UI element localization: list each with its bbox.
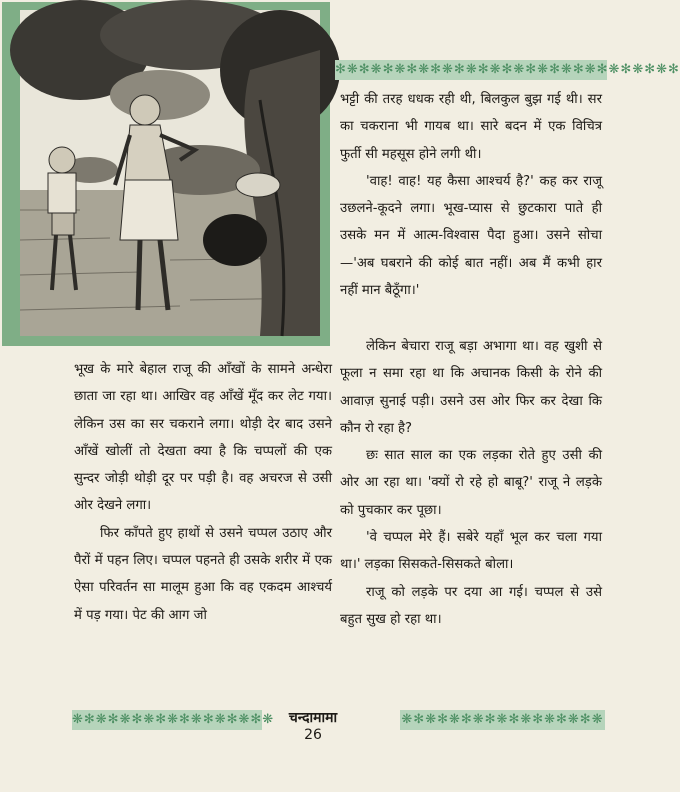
left-column (74, 356, 332, 629)
page-number: 26 (304, 727, 322, 743)
header-ornament: ✻❋✻❋✻❋✻❋✻❋✻❋✻❋✻❋✻❋✻❋✻❋✻❋✻❋✻❋✻ (335, 60, 607, 80)
right-column-lower (340, 333, 602, 633)
paragraph: राजू को लड़के पर दया आ गई। चप्पल से उसे बहुत सुख हो रहा था। (340, 584, 602, 627)
right-column-upper (340, 86, 602, 304)
paragraph: छः सात साल का एक लड़का रोते हुए उसी की ओर आ रहा था। 'क्यों रो रहे हो बाबू?' राजू ने लड़के को पुचकार कर पूछा। (340, 448, 602, 518)
paragraph: 'वाह! वाह! यह कैसा आश्चर्य है?' कह कर राजू उछलने-कूदने लगा। भूख-प्यास से छुटकारा पाते ही उसके मन में आत्म-विश्वास पैदा हुआ। उसने सोचा—'अब घबराने की कोई बात नहीं। अब मैं कभी हार नहीं मान बैठूँगा।' (340, 173, 602, 299)
magazine-title: चन्दामामा (288, 710, 338, 726)
footer-ornament-left: ❋✻❋✻❋✻❋✻❋✻❋✻❋✻❋✻❋ (72, 710, 262, 730)
illustration-frame (2, 2, 330, 346)
paragraph: भूख के मारे बेहाल राजू की आँखों के सामने अन्धेरा छाता जा रहा था। आखिर वह आँखें मूँद कर लेट गया। लेकिन उस का सर चकराने लगा। थोड़ी देर बाद उसने आँखें खोलीं तो देखता क्या है कि चप्पलों की एक सुन्दर जोड़ी थोड़ी दूर पर पड़ी है। वह अचरज से उसी ओर देखने लगा। (74, 362, 332, 514)
paragraph: भट्टी की तरह धधक रही थी, बिलकुल बुझ गई थी। सर का चकराना भी गायब था। सारे बदन में एक विचित्र फुर्ती सी महसूस होने लगी थी। (340, 92, 602, 162)
illustration (20, 10, 320, 336)
footer-ornament-right: ❋✻❋✻❋✻❋✻❋✻❋✻❋✻❋✻❋ (400, 710, 605, 730)
paragraph: फिर काँपते हुए हाथों से उसने चप्पल उठाए और पैरों में पहन लिए। चप्पल पहनते ही उसके शरीर में एक ऐसा परिवर्तन सा मालूम हुआ कि वह एकदम आश्चर्य में पड़ गया। पेट की आग जो (74, 525, 332, 623)
paragraph: लेकिन बेचारा राजू बड़ा अभागा था। वह खुशी से फूला न समा रहा था कि अचानक किसी के रोने की आवाज़ सुनाई पड़ी। उसने उस ओर फिर कर देखा कि कौन रो रहा है? (340, 339, 602, 436)
illustration-raju-boy-cattle-tree-icon (20, 10, 320, 336)
paragraph: 'वे चप्पल मेरे हैं। सबेरे यहाँ भूल कर चला गया था।' लड़का सिसकते-सिसकते बोला। (340, 530, 602, 573)
